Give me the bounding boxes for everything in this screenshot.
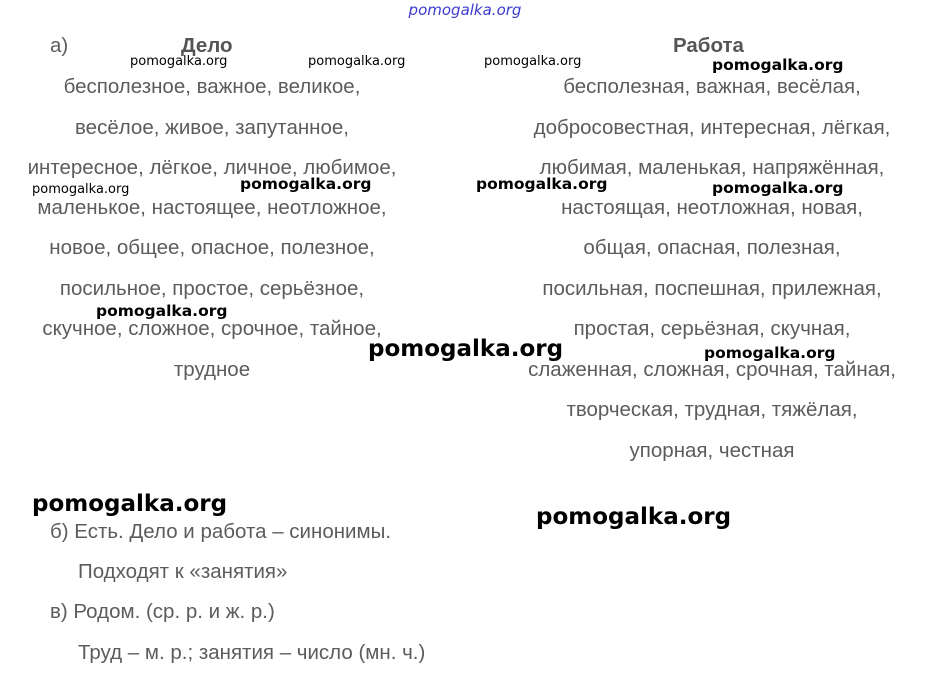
part-b-line: б) Есть. Дело и работа – синонимы. bbox=[50, 520, 392, 543]
left-line: скучное, сложное, срочное, тайное, bbox=[42, 317, 382, 340]
watermark: pomogalka.org bbox=[32, 491, 228, 517]
left-line: посильное, простое, серьёзное, bbox=[59, 277, 365, 300]
watermark: pomogalka.org bbox=[368, 336, 564, 362]
watermark: pomogalka.org bbox=[712, 179, 844, 197]
right-line: бесполезная, важная, весёлая, bbox=[563, 75, 861, 98]
watermark: pomogalka.org bbox=[484, 54, 582, 69]
right-line: общая, опасная, полезная, bbox=[583, 236, 841, 259]
left-line: трудное bbox=[173, 358, 251, 381]
watermark: pomogalka.org bbox=[712, 56, 844, 74]
right-line: творческая, трудная, тяжёлая, bbox=[566, 398, 858, 421]
watermark: pomogalka.org bbox=[476, 175, 608, 193]
right-line: простая, серьёзная, скучная, bbox=[573, 317, 851, 340]
left-line: интересное, лёгкое, личное, любимое, bbox=[27, 156, 397, 179]
column-heading-delo: Дело bbox=[181, 34, 233, 57]
watermark: pomogalka.org bbox=[308, 54, 406, 69]
left-line: новое, общее, опасное, полезное, bbox=[49, 236, 375, 259]
watermark: pomogalka.org bbox=[240, 175, 372, 193]
right-line: слаженная, сложная, срочная, тайная, bbox=[528, 358, 896, 381]
right-line: настоящая, неотложная, новая, bbox=[561, 196, 863, 219]
column-heading-rabota: Работа bbox=[673, 34, 744, 57]
watermark: pomogalka.org bbox=[704, 344, 836, 362]
left-line: маленькое, настоящее, неотложное, bbox=[37, 196, 387, 219]
part-a-label: а) bbox=[50, 34, 69, 57]
watermark: pomogalka.org bbox=[96, 302, 228, 320]
left-line: весёлое, живое, запутанное, bbox=[75, 116, 349, 139]
right-line: добросовестная, интересная, лёгкая, bbox=[533, 116, 891, 139]
left-line: бесполезное, важное, великое, bbox=[63, 75, 361, 98]
watermark-top: pomogalka.org bbox=[408, 1, 522, 19]
watermark: pomogalka.org bbox=[32, 182, 130, 197]
part-v-line: Труд – м. р.; занятия – число (мн. ч.) bbox=[78, 641, 426, 664]
right-line: любимая, маленькая, напряжённая, bbox=[539, 156, 885, 179]
part-v-line: в) Родом. (ср. р. и ж. р.) bbox=[50, 600, 275, 623]
watermark: pomogalka.org bbox=[130, 54, 228, 69]
right-line: посильная, поспешная, прилежная, bbox=[542, 277, 882, 300]
watermark: pomogalka.org bbox=[536, 504, 732, 530]
right-line: упорная, честная bbox=[629, 439, 795, 462]
part-b-line: Подходят к «занятия» bbox=[78, 560, 288, 583]
